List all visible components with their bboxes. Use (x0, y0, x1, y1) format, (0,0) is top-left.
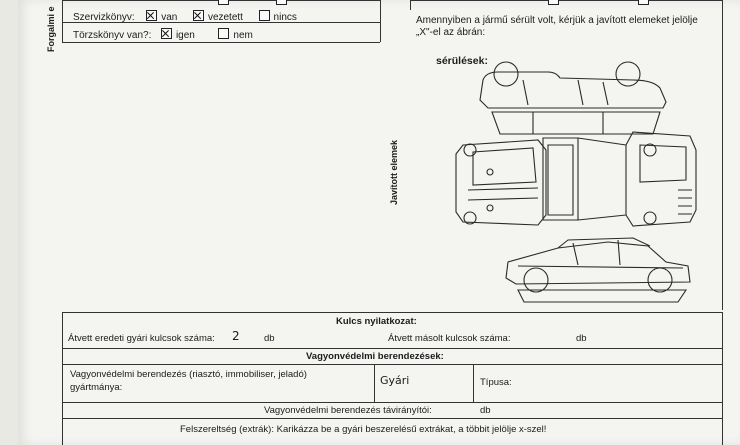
car-damage-diagram[interactable] (428, 50, 698, 310)
service-book-van-checkbox[interactable] (146, 10, 157, 21)
security-device-value[interactable]: Gyári (380, 374, 410, 387)
security-heading: Vagyonvédelmi berendezések: (306, 351, 444, 362)
service-book-van-label: van (161, 12, 178, 23)
repaired-elements-label: Javított elemek (389, 139, 399, 205)
security-remote-label: Vagyonvédelmi berendezés távirányítói: (264, 405, 432, 416)
form-page (18, 0, 740, 445)
car-side-view-bottom (506, 238, 690, 302)
registration-igen-checkbox[interactable] (161, 28, 172, 39)
car-top-view (543, 138, 578, 220)
security-device-label-line1: Vagyonvédelmi berendezés (riasztó, immobiliser, jeladó) (70, 369, 307, 380)
service-book-label: Szervizkönyv: (73, 12, 135, 23)
registration-label: Törzskönyv van?: (73, 30, 152, 41)
registration-igen-label: igen (175, 30, 195, 41)
registration-nem-label: nem (233, 30, 253, 41)
keys-heading: Kulcs nyilatkozat: (336, 316, 417, 327)
keys-original-unit: db (264, 333, 275, 344)
cutoff-right-fragment (548, 0, 668, 2)
damage-instruction-line2: „X"-el az ábrán: (416, 27, 486, 38)
damage-label: sérülések: (436, 55, 488, 67)
keys-original-label: Átvett eredeti gyári kulcsok száma: (68, 333, 215, 344)
security-type-label: Típusa: (480, 377, 512, 388)
cutoff-row-fragment (218, 0, 308, 4)
car-side-view-top (480, 62, 666, 134)
service-book-vezetett-checkbox[interactable] (193, 10, 204, 21)
keys-copied-label: Átvett másolt kulcsok száma: (388, 333, 511, 344)
damage-instruction-line1: Amennyiben a jármű sérült volt, kérjük a javított elemeket jelölje (416, 15, 698, 26)
service-book-nincs-label: nincs (273, 12, 297, 23)
vehicle-docs-side-label: Forgalmi e (46, 6, 56, 52)
extras-instruction: Felszereltség (extrák): Karikázza be a gyári beszerelésű extrákat, a többit jelölje x-szel! (180, 424, 547, 435)
service-book-row (73, 10, 297, 23)
keys-original-value[interactable]: 2 (232, 329, 240, 343)
security-device-label-line2: gyártmánya: (70, 382, 123, 393)
service-book-nincs-checkbox[interactable] (259, 10, 270, 21)
car-rear-view (626, 132, 696, 226)
registration-nem-checkbox[interactable] (218, 28, 229, 39)
keys-copied-unit: db (576, 333, 587, 344)
service-book-vezetett-label: vezetett (207, 12, 243, 23)
car-front-view (456, 140, 546, 225)
security-remote-unit: db (480, 405, 491, 416)
registration-row (73, 28, 253, 41)
